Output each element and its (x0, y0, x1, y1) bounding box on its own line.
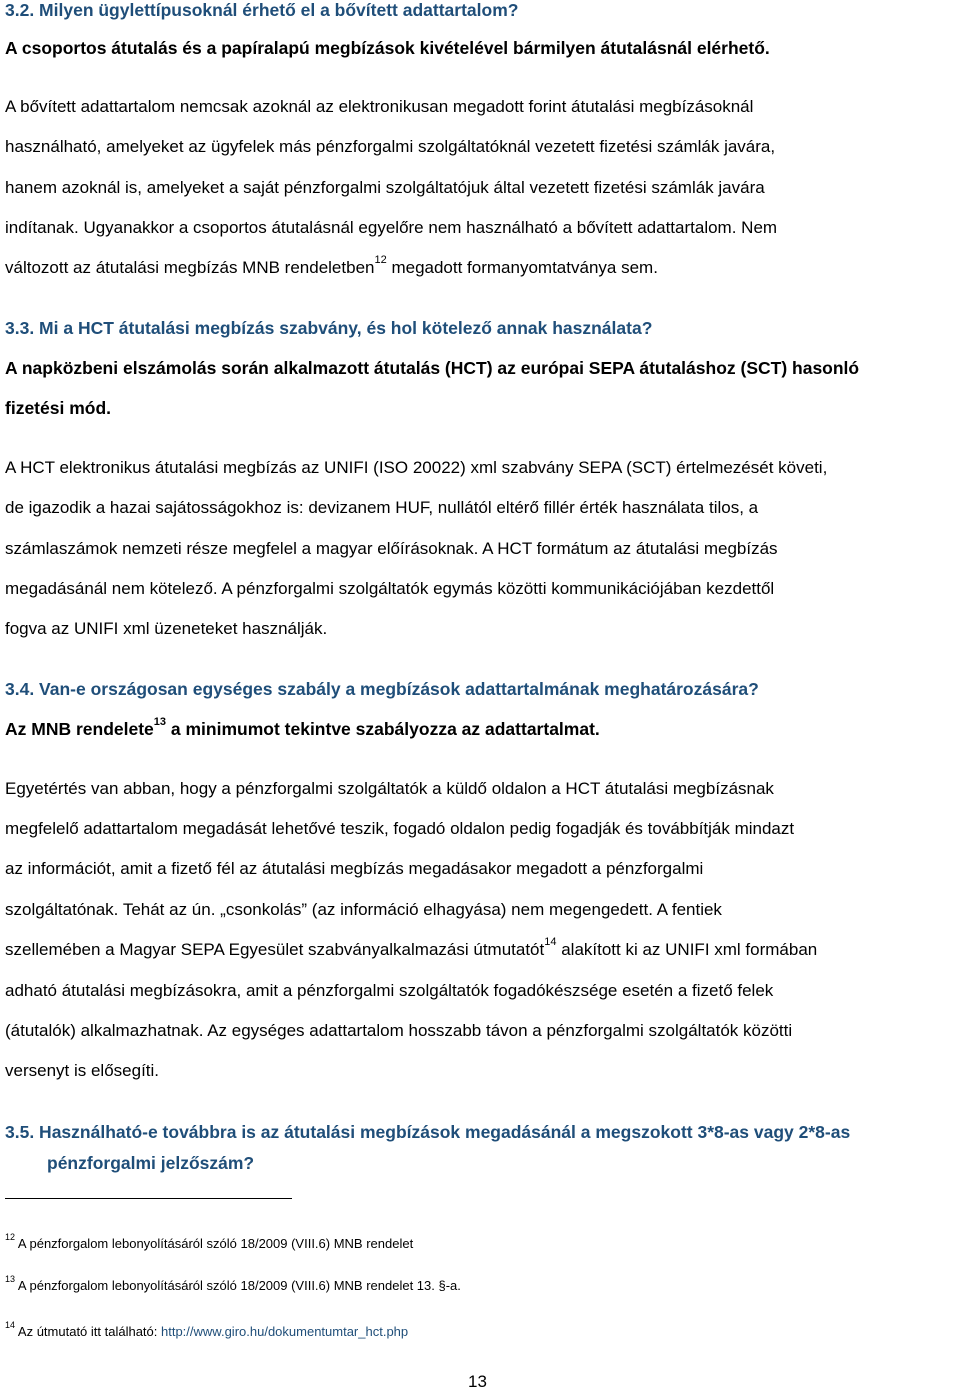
paragraph-line: hanem azoknál is, amelyeket a saját pénzforgalmi szolgáltatójuk által vezetett fizetési számlák javára (5, 178, 765, 197)
text-run: Az MNB rendelete (5, 719, 154, 739)
footnote-text: A pénzforgalom lebonyolításáról szóló 18/2009 (VIII.6) MNB rendelet 13. §-a. (17, 1278, 461, 1293)
paragraph-line (5, 936, 818, 960)
footnote-text: Az útmutató itt található: (17, 1324, 161, 1339)
footnote-number: 13 (5, 1273, 16, 1284)
footnote-text: A pénzforgalom lebonyolításáról szóló 18/2009 (VIII.6) MNB rendelet (17, 1236, 414, 1251)
footnote (5, 1273, 461, 1293)
section-3-5-heading: pénzforgalmi jelzőszám? (47, 1153, 255, 1173)
footnote-ref-14[interactable]: 14 (544, 936, 557, 949)
text-run: változott az átutalási megbízás MNB rendeletben (5, 258, 375, 277)
text-run: megadott formanyomtatványa sem. (386, 258, 658, 277)
section-3-2-heading: 3.2. Milyen ügylettípusoknál érhető el a bővített adattartalom? (5, 0, 519, 20)
paragraph-line: indítanak. Ugyanakkor a csoportos átutalásnál egyelőre nem használható a bővített adattartalom. Nem (5, 218, 778, 237)
text-run: alakított ki az UNIFI xml formában (556, 940, 818, 959)
section-3-3-answer: A napközbeni elszámolás során alkalmazott átutalás (HCT) az európai SEPA átutaláshoz (SCT) hasonló (5, 358, 860, 378)
paragraph-line: szolgáltatónak. Tehát az ún. „csonkolás” (az információ elhagyása) nem megengedett. A fentiek (5, 900, 722, 919)
paragraph-line: Egyetértés van abban, hogy a pénzforgalmi szolgáltatók a küldő oldalon a HCT átutalási megbízásnak (5, 779, 774, 798)
paragraph-line: az információt, amit a fizető fél az átutalási megbízás megadásakor megadott a pénzforgalmi (5, 859, 704, 878)
paragraph-line: A HCT elektronikus átutalási megbízás az UNIFI (ISO 20022) xml szabvány SEPA (SCT) értelmezését követi, (5, 458, 828, 477)
text-run: a minimumot tekintve szabályozza az adattartalmat. (166, 719, 600, 739)
paragraph-line: megfelelő adattartalom megadását lehetővé teszik, fogadó oldalon pedig fogadják és továbbítják mindazt (5, 819, 795, 838)
section-3-4-heading: 3.4. Van-e országosan egységes szabály a megbízások adattartalmának meghatározására? (5, 679, 759, 699)
paragraph-line: (átutalók) alkalmazhatnak. Az egységes adattartalom hosszabb távon a pénzforgalmi szolgáltatók közötti (5, 1021, 793, 1040)
page-number: 13 (468, 1372, 487, 1391)
footnote-number: 12 (5, 1231, 16, 1242)
section-3-3-answer: fizetési mód. (5, 398, 111, 418)
section-3-3-heading: 3.3. Mi a HCT átutalási megbízás szabvány, és hol kötelező annak használata? (5, 318, 653, 338)
footnote-number: 14 (5, 1319, 16, 1330)
footnote-link[interactable]: http://www.giro.hu/dokumentumtar_hct.php (161, 1324, 409, 1339)
footnote-separator (5, 1198, 292, 1199)
paragraph-line: versenyt is elősegíti. (5, 1061, 160, 1080)
section-3-4-answer (5, 716, 600, 740)
paragraph-line: adható átutalási megbízásokra, amit a pénzforgalmi szolgáltatók fogadókészsége esetén a fizető felek (5, 981, 774, 1000)
paragraph-line: megadásánál nem kötelező. A pénzforgalmi szolgáltatók egymás közötti kommunikációjában kezdettől (5, 579, 775, 598)
footnote (5, 1319, 409, 1339)
paragraph-line: de igazodik a hazai sajátosságokhoz is: devizanem HUF, nullától eltérő fillér érték használata tilos, a (5, 498, 759, 517)
footnote-ref-12[interactable]: 12 (374, 254, 387, 267)
paragraph-line: A bővített adattartalom nemcsak azoknál az elektronikusan megadott forint átutalási megbízásoknál (5, 97, 754, 116)
section-3-5-heading: 3.5. Használható-e továbbra is az átutalási megbízások megadásánál a megszokott 3*8-as vagy 2*8-as (5, 1122, 851, 1142)
footnote (5, 1231, 414, 1251)
section-3-2-answer: A csoportos átutalás és a papíralapú megbízások kivételével bármilyen átutalásnál elérhető. (5, 38, 770, 58)
paragraph-line: használható, amelyeket az ügyfelek más pénzforgalmi szolgáltatóknál vezetett fizetési számlák javára, (5, 137, 776, 156)
paragraph-line: számlaszámok nemzeti része megfelel a magyar előírásoknak. A HCT formátum az átutalási megbízás (5, 539, 778, 558)
paragraph-line (5, 254, 658, 278)
text-run: szellemében a Magyar SEPA Egyesület szabványalkalmazási útmutatót (5, 940, 545, 959)
paragraph-line: fogva az UNIFI xml üzeneteket használják. (5, 619, 328, 638)
footnote-ref-13[interactable]: 13 (153, 716, 167, 729)
